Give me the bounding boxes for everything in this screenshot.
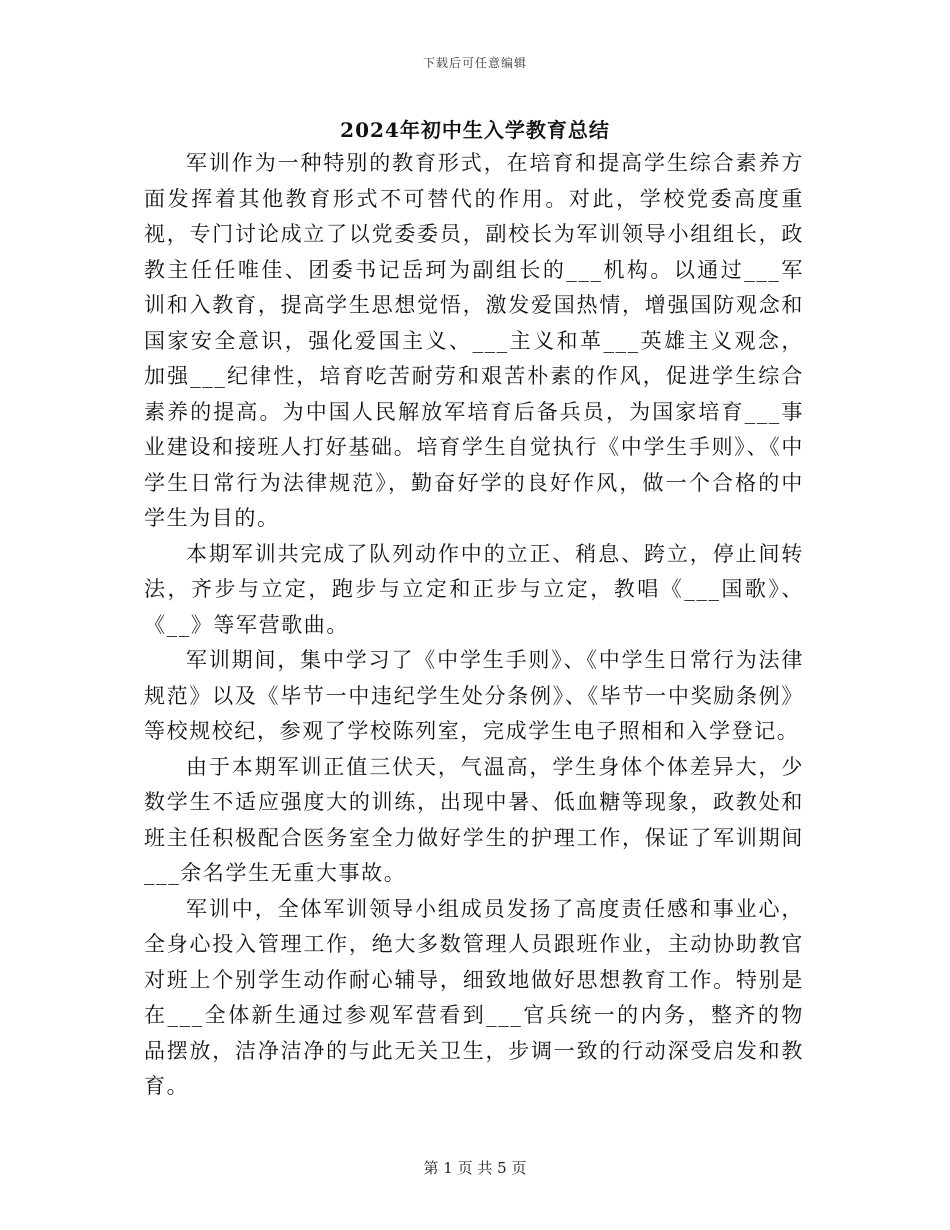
paragraph: 军训期间，集中学习了《中学生手则》、《中学生日常行为法律规范》以及《毕节一中违纪学生处分条例》、《毕节一中奖励条例》等校规校纪，参观了学校陈列室，完成学生电子照相和入学登记。	[144, 648, 804, 743]
document-title: 2024年初中生入学教育总结	[340, 118, 610, 142]
header-note: 下载后可任意编辑	[422, 56, 527, 70]
paragraph: 由于本期军训正值三伏天，气温高，学生身体个体差异大，少数学生不适应强度大的训练，出现中暑、低血糖等现象，政教处和班主任积极配合医务室全力做好学生的护理工作，保证了军训期间___余名学生无重大事故。	[144, 754, 804, 885]
paragraph: 军训作为一种特别的教育形式，在培育和提高学生综合素养方面发挥着其他教育形式不可替代的作用。对此，学校党委高度重视，专门讨论成立了以党委委员，副校长为军训领导小组组长，政教主任任唯佳、团委书记岳珂为副组长的___机构。以通过___军训和入教育，提高学生思想觉悟，激发爱国热情，增强国防观念和国家安全意识，强化爱国主义、___主义和革___英雄主义观念，加强___纪律性，培育吃苦耐劳和艰苦朴素的作风，促进学生综合素养的提高。为中国人民解放军培育后备兵员，为国家培育___事业建设和接班人打好基础。培育学生自觉执行《中学生手则》、《中学生日常行为法律规范》，勤奋好学的良好作风，做一个合格的中学生为目的。	[144, 151, 804, 530]
paragraph: 军训中，全体军训领导小组成员发扬了高度责任感和事业心，全身心投入管理工作，绝大多数管理人员跟班作业，主动协助教官对班上个别学生动作耐心辅导，细致地做好思想教育工作。特别是在___全体新生通过参观军营看到___官兵统一的内务，整齐的物品摆放，洁净洁净的与此无关卫生，步调一致的行动深受启发和教育。	[144, 896, 804, 1098]
paragraph: 本期军训共完成了队列动作中的立正、稍息、跨立，停止间转法，齐步与立定，跑步与立定和正步与立定，教唱《___国歌》、《__》等军营歌曲。	[144, 541, 804, 637]
document-body	[144, 146, 804, 1105]
page-footer: 第 1 页 共 5 页	[423, 1159, 527, 1177]
